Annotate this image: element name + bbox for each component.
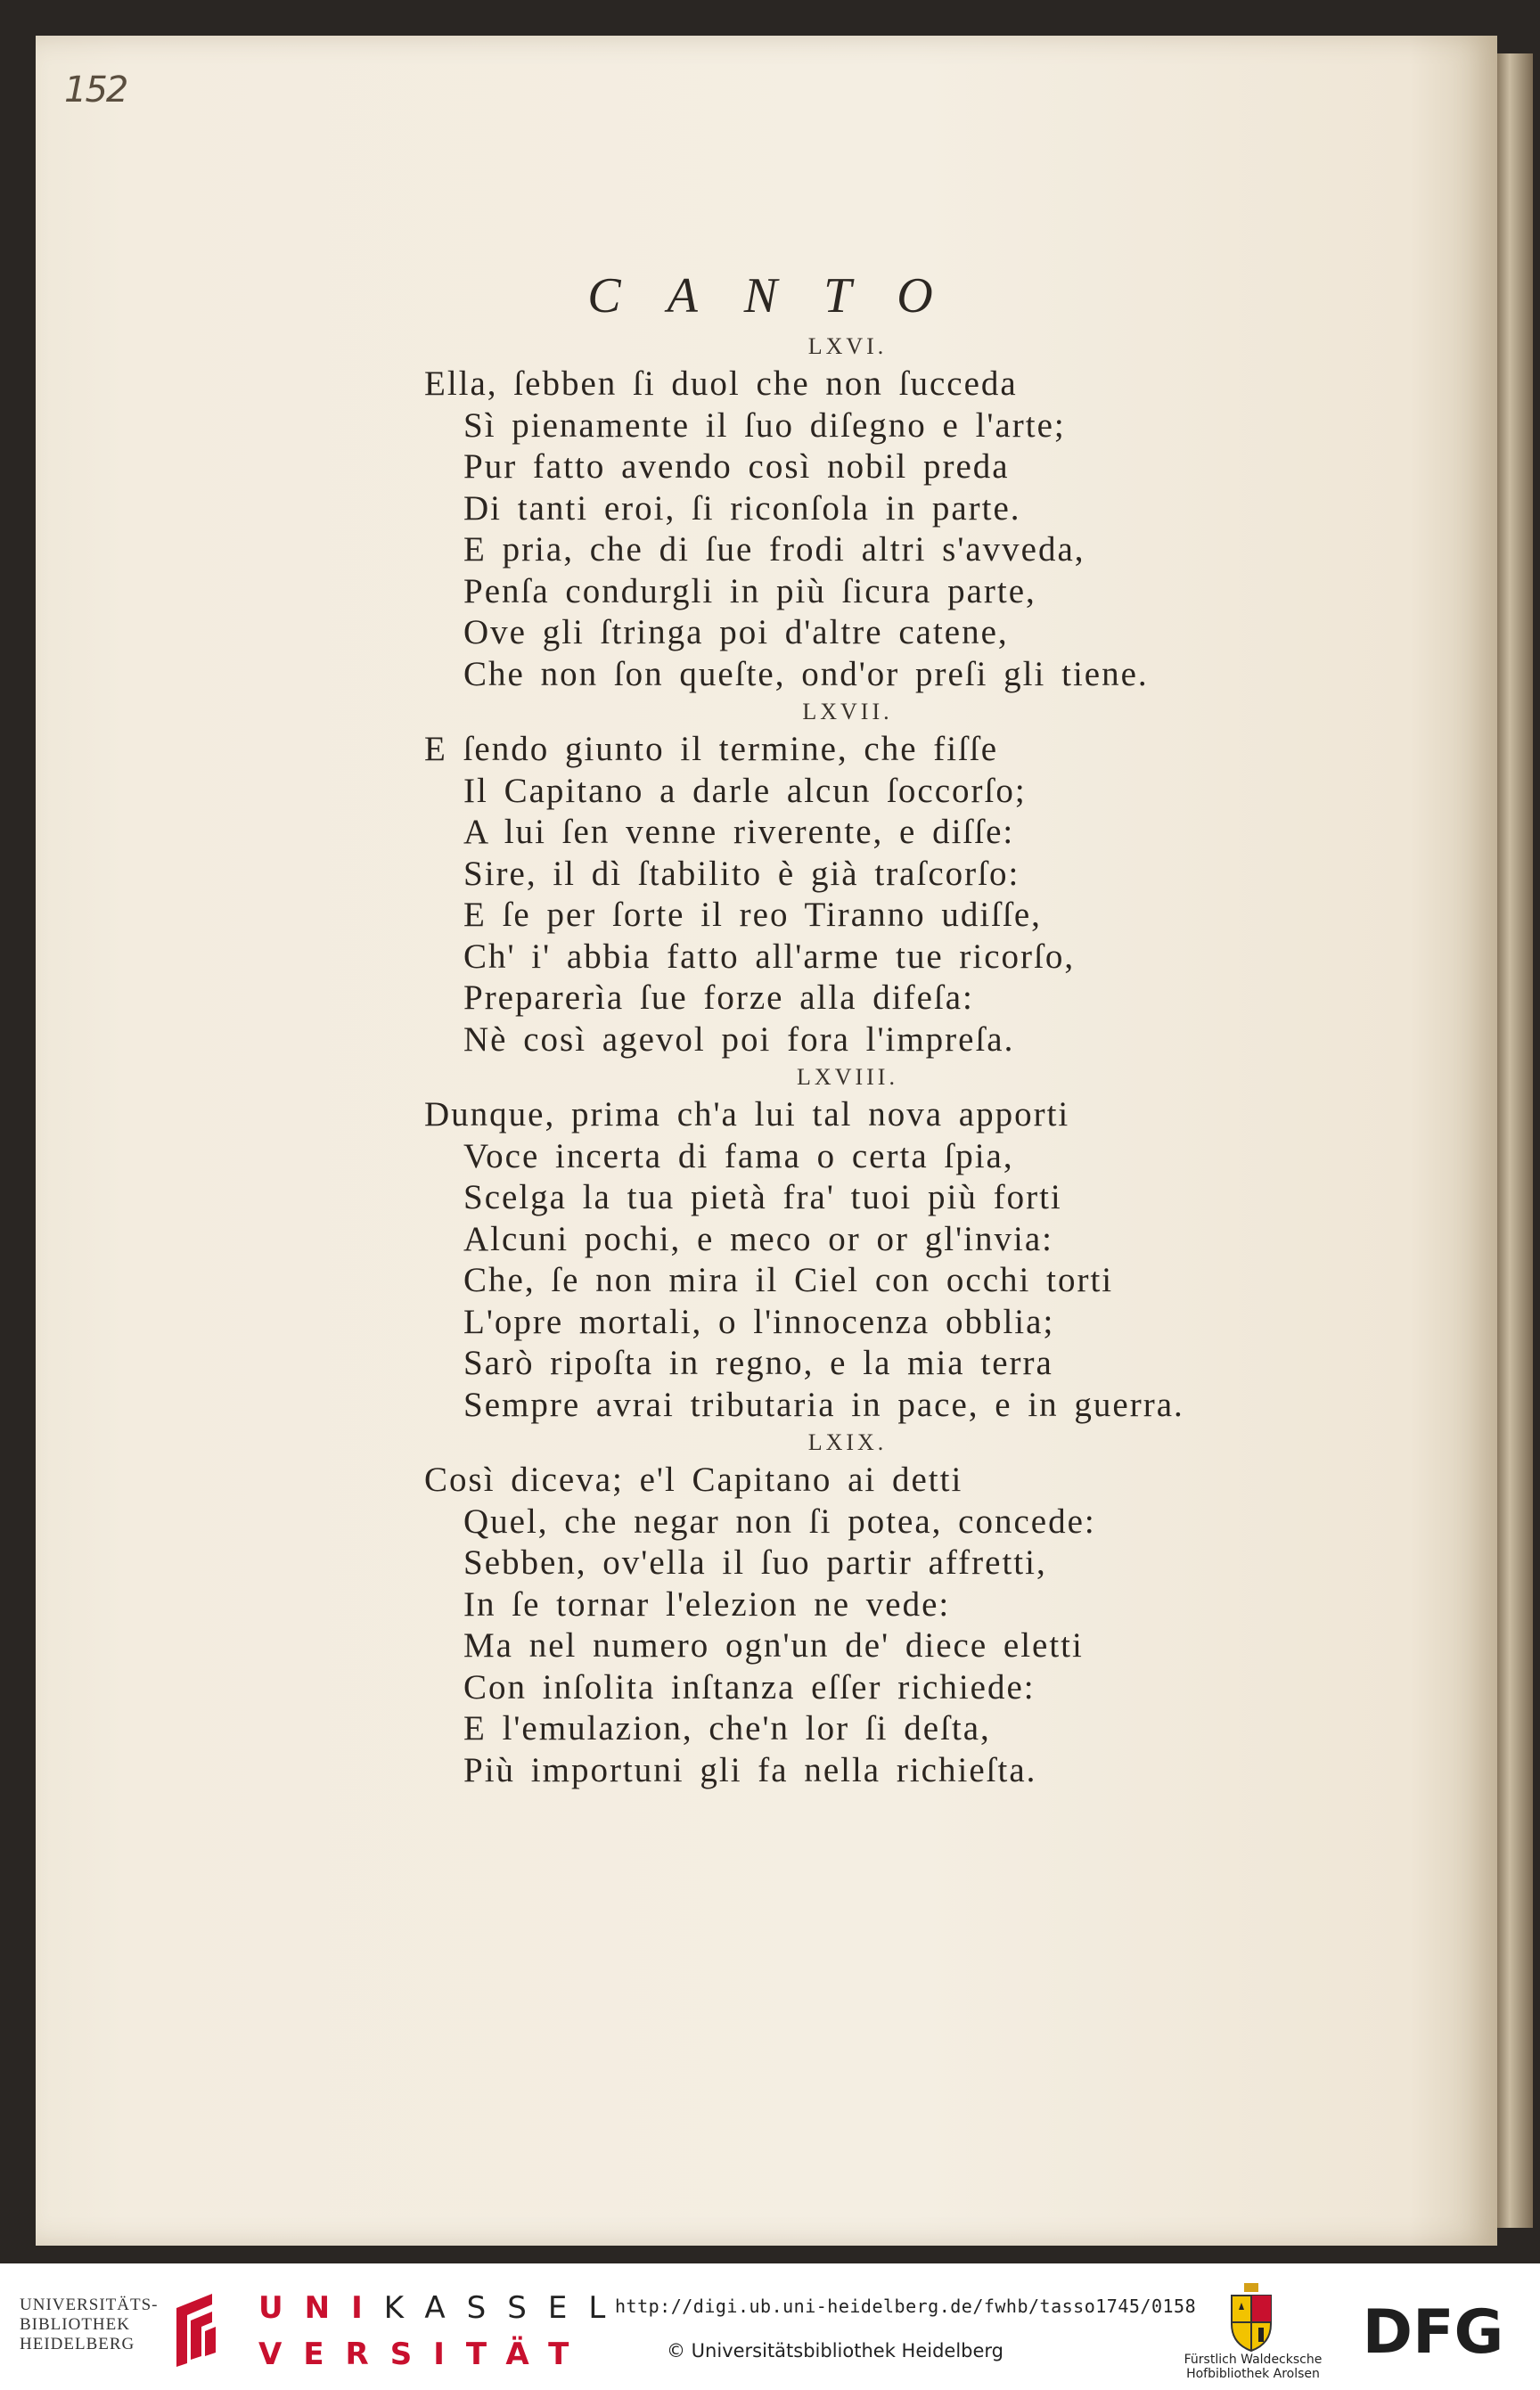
verse-line: Di tanti eroi, ſi riconſola in parte. xyxy=(463,488,1021,528)
stanza-number: LXVIII. xyxy=(797,1064,898,1090)
verse-line: Sempre avrai tributaria in pace, e in guerra. xyxy=(463,1385,1184,1424)
verse-line: Ella, ſebben ſi duol che non ſucceda xyxy=(424,364,1018,403)
verse-line: Ma nel numero ogn'un de' diece eletti xyxy=(463,1626,1084,1665)
verse-line: Preparerìa ſue forze alla difeſa: xyxy=(463,978,974,1017)
verse-line: Così diceva; e'l Capitano ai detti xyxy=(424,1461,963,1499)
verse-line: Scelga la tua pietà fra' tuoi più forti xyxy=(463,1178,1062,1216)
verse-line: Sire, il dì ſtabilito è già traſcorſo: xyxy=(463,854,1020,893)
crest-label-line: Fürstlich Waldecksche xyxy=(1184,2353,1323,2367)
verse-line: E l'emulazion, che'n lor ſi deſta, xyxy=(463,1709,991,1747)
verse-line: Ch' i' abbia fatto all'arme tue ricorſo, xyxy=(463,937,1076,976)
poem-text xyxy=(424,330,1315,1791)
verse-line: Pur fatto avendo così nobil preda xyxy=(463,447,1010,486)
copyright-text: © Universitätsbibliothek Heidelberg xyxy=(667,2340,1004,2361)
verse-line: Con inſolita inſtanza eſſer richiede: xyxy=(463,1667,1036,1707)
uni-kassel-logo-top[interactable] xyxy=(258,2290,627,2326)
verse-line: Quel, che negar non ſi potea, concede: xyxy=(463,1502,1096,1541)
verse-line: Che non ſon queſte, ond'or preſi gli tiene. xyxy=(463,654,1149,693)
ub-mark-icon xyxy=(169,2290,219,2367)
verse-line: Sì pienamente il ſuo diſegno e l'arte; xyxy=(463,405,1066,445)
ub-heidelberg-logo[interactable] xyxy=(20,2296,159,2354)
verse-line: Sarò ripoſta in regno, e la mia terra xyxy=(463,1344,1053,1382)
verse-line: Più importuni gli fa nella richieſta. xyxy=(463,1750,1037,1789)
verse-line: E ſendo giunto il termine, che fiſſe xyxy=(424,730,999,768)
verse-line: Voce incerta di fama o certa ſpia, xyxy=(463,1136,1014,1175)
stanza-number: LXVII. xyxy=(802,699,893,724)
verse-line: E pria, che di ſue frodi altri s'avveda, xyxy=(463,530,1085,569)
footer-bar xyxy=(0,2263,1540,2390)
folio-number: 152 xyxy=(64,70,127,110)
verse-line: Ove gli ſtringa poi d'altre catene, xyxy=(463,613,1009,651)
kassel-uni-text: UNI xyxy=(258,2290,384,2326)
verse-line: Alcuni pochi, e meco or or gl'invia: xyxy=(463,1219,1053,1258)
verse-line: Il Capitano a darle alcun ſoccorſo; xyxy=(463,771,1027,810)
permalink-url[interactable]: http://digi.ub.uni-heidelberg.de/fwhb/tasso1745/0158 xyxy=(615,2296,1197,2317)
waldeck-crest-icon xyxy=(1225,2281,1278,2353)
ub-logo-line: UNIVERSITÄTS- xyxy=(20,2296,159,2314)
kassel-name-text: KASSEL xyxy=(383,2290,627,2326)
verse-line: Nè così agevol poi fora l'impreſa. xyxy=(463,1019,1015,1059)
verse-line: E ſe per ſorte il reo Tiranno udiſſe, xyxy=(463,896,1042,934)
uni-kassel-logo-bottom: VERSITÄT xyxy=(258,2337,591,2372)
page-edge xyxy=(1497,53,1533,2228)
running-head: CANTO xyxy=(587,268,979,323)
verse-line: Dunque, prima ch'a lui tal nova apporti xyxy=(424,1095,1070,1134)
verse-line: Sebben, ov'ella il ſuo partir affretti, xyxy=(463,1543,1047,1582)
ub-logo-line: HEIDELBERG xyxy=(20,2335,135,2353)
crest-label-line: Hofbibliothek Arolsen xyxy=(1186,2367,1320,2381)
waldeck-library-label xyxy=(1173,2353,1333,2381)
verse-line: In ſe tornar l'elezion ne vede: xyxy=(463,1584,951,1624)
verse-line: Penſa condurgli in più ſicura parte, xyxy=(463,571,1036,610)
stanza-number: LXIX. xyxy=(807,1429,888,1455)
ub-logo-line: BIBLIOTHEK xyxy=(20,2315,130,2334)
verse-line: Che, ſe non mira il Ciel con occhi torti xyxy=(463,1261,1114,1299)
dfg-logo[interactable] xyxy=(1353,2299,1513,2361)
verse-line: A lui ſen venne riverente, e diſſe: xyxy=(463,813,1015,851)
verse-line: L'opre mortali, o l'innocenza obblia; xyxy=(463,1302,1055,1341)
stanza-number: LXVI. xyxy=(807,333,888,359)
dfg-logo-text: DFG xyxy=(1362,2299,1504,2361)
